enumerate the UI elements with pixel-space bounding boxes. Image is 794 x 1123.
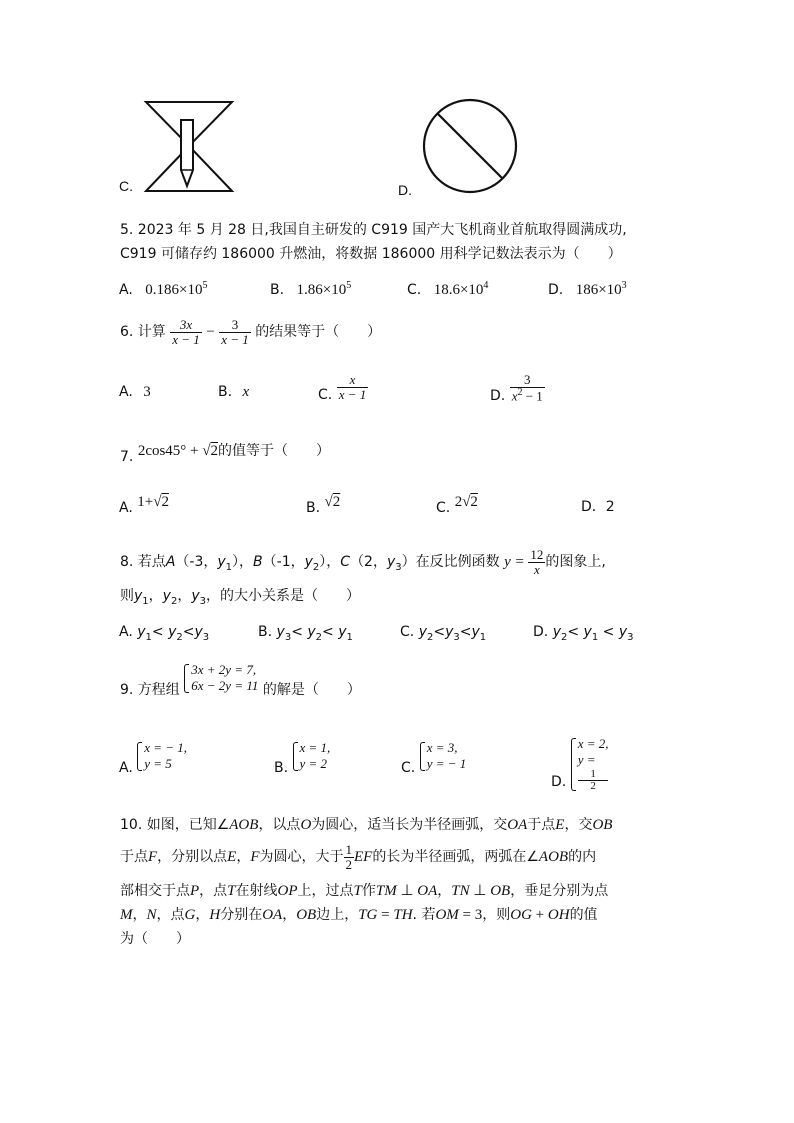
circle-slash-figure (420, 96, 520, 196)
q6-option-a: A. 3 (119, 384, 151, 400)
q7-option-c: C. 2√2 (436, 494, 478, 516)
q6-option-c: C. $\frac{x}{x - 1}$ (318, 372, 367, 404)
q9-option-a: A. x = − 1, y = 5 (119, 740, 188, 777)
q10-line2: 于点F，分别以点E，F为圆心，大于 $\frac{1}{2}$ EF的长为半径画弧，两弧在∠AOB的内 (120, 842, 597, 872)
q6-option-d: D. $\frac{3}{x^2 - 1}$ (490, 372, 543, 404)
q5-line1: 5. 2023 年 5 月 28 日,我国自主研发的 C919 国产大飞机商业首航取得圆满成功, (120, 222, 627, 238)
q9-option-d: D. x = 2, y = 1 2 (551, 736, 609, 793)
q8-line1: 8. 若点A（-3，$y_1$），B（-1，$y_2$），C（2，$y_3$）在反比例函数 y = $\frac{12}{x}$ 的图象上, (120, 547, 606, 577)
q10-line5: 为（ ） (120, 931, 190, 947)
option-d-label: D. (398, 182, 412, 198)
q5-option-d: D. $186\times 10^3$ (548, 280, 627, 298)
q8-option-b: B. $y_3< y_2< y_1$ (258, 624, 353, 643)
q9-stem: 9. 方程组 3x + 2y = 7, 6x − 2y = 11 的解是（ ） (120, 662, 361, 699)
q8-line2: 则$y_1$，$y_2$，$y_3$，的大小关系是（ ） (120, 588, 361, 607)
q8-option-a: A. $y_1< y_2<y_3$ (119, 624, 210, 643)
q8-option-c: C. $y_2<y_3<y_1$ (400, 624, 487, 643)
q9-option-b: B. x = 1, y = 2 (274, 740, 331, 777)
q10-line1: 10. 如图，已知∠AOB，以点O为圆心，适当长为半径画弧，交OA于点E，交OB (120, 817, 613, 833)
q5-option-a: A. $0.186\times 10^5$ (119, 280, 208, 298)
q10-line4: M，N，点G，H分别在OA，OB边上，TG = TH. 若OM = 3，则OG + OH的值 (120, 907, 598, 923)
q7-option-d: D．2 (581, 499, 615, 515)
q6-stem: 6. 计算 $\frac{3x}{x - 1}$ − $\frac{3}{x - 1}$ 的结果等于（ ） (120, 317, 382, 347)
q5-line2: C919 可储存约 186000 升燃油，将数据 186000 用科学记数法表示为（ ） (120, 246, 622, 262)
q10-line3: 部相交于点P，点T在射线OP上，过点T作TM ⊥ OA，TN ⊥ OB，垂足分别为点 (120, 883, 609, 899)
hourglass-pencil-figure (140, 96, 240, 196)
q7-option-b: B. √2 (306, 494, 341, 516)
q7-option-a: A. 1+√2 (119, 494, 169, 516)
option-c-label: C. (119, 178, 133, 194)
q9-option-c: C. x = 3, y = − 1 (401, 740, 467, 777)
q8-option-d: D. $y_2< y_1 < y_3$ (533, 624, 634, 643)
q7-stem: 7. 2cos45° + √2的值等于（ ） (120, 443, 330, 465)
q5-option-b: B. $1.86\times 10^5$ (270, 280, 352, 298)
q5-option-c: C. $18.6\times 10^4$ (407, 280, 489, 298)
q6-option-b: B. x (218, 384, 250, 400)
